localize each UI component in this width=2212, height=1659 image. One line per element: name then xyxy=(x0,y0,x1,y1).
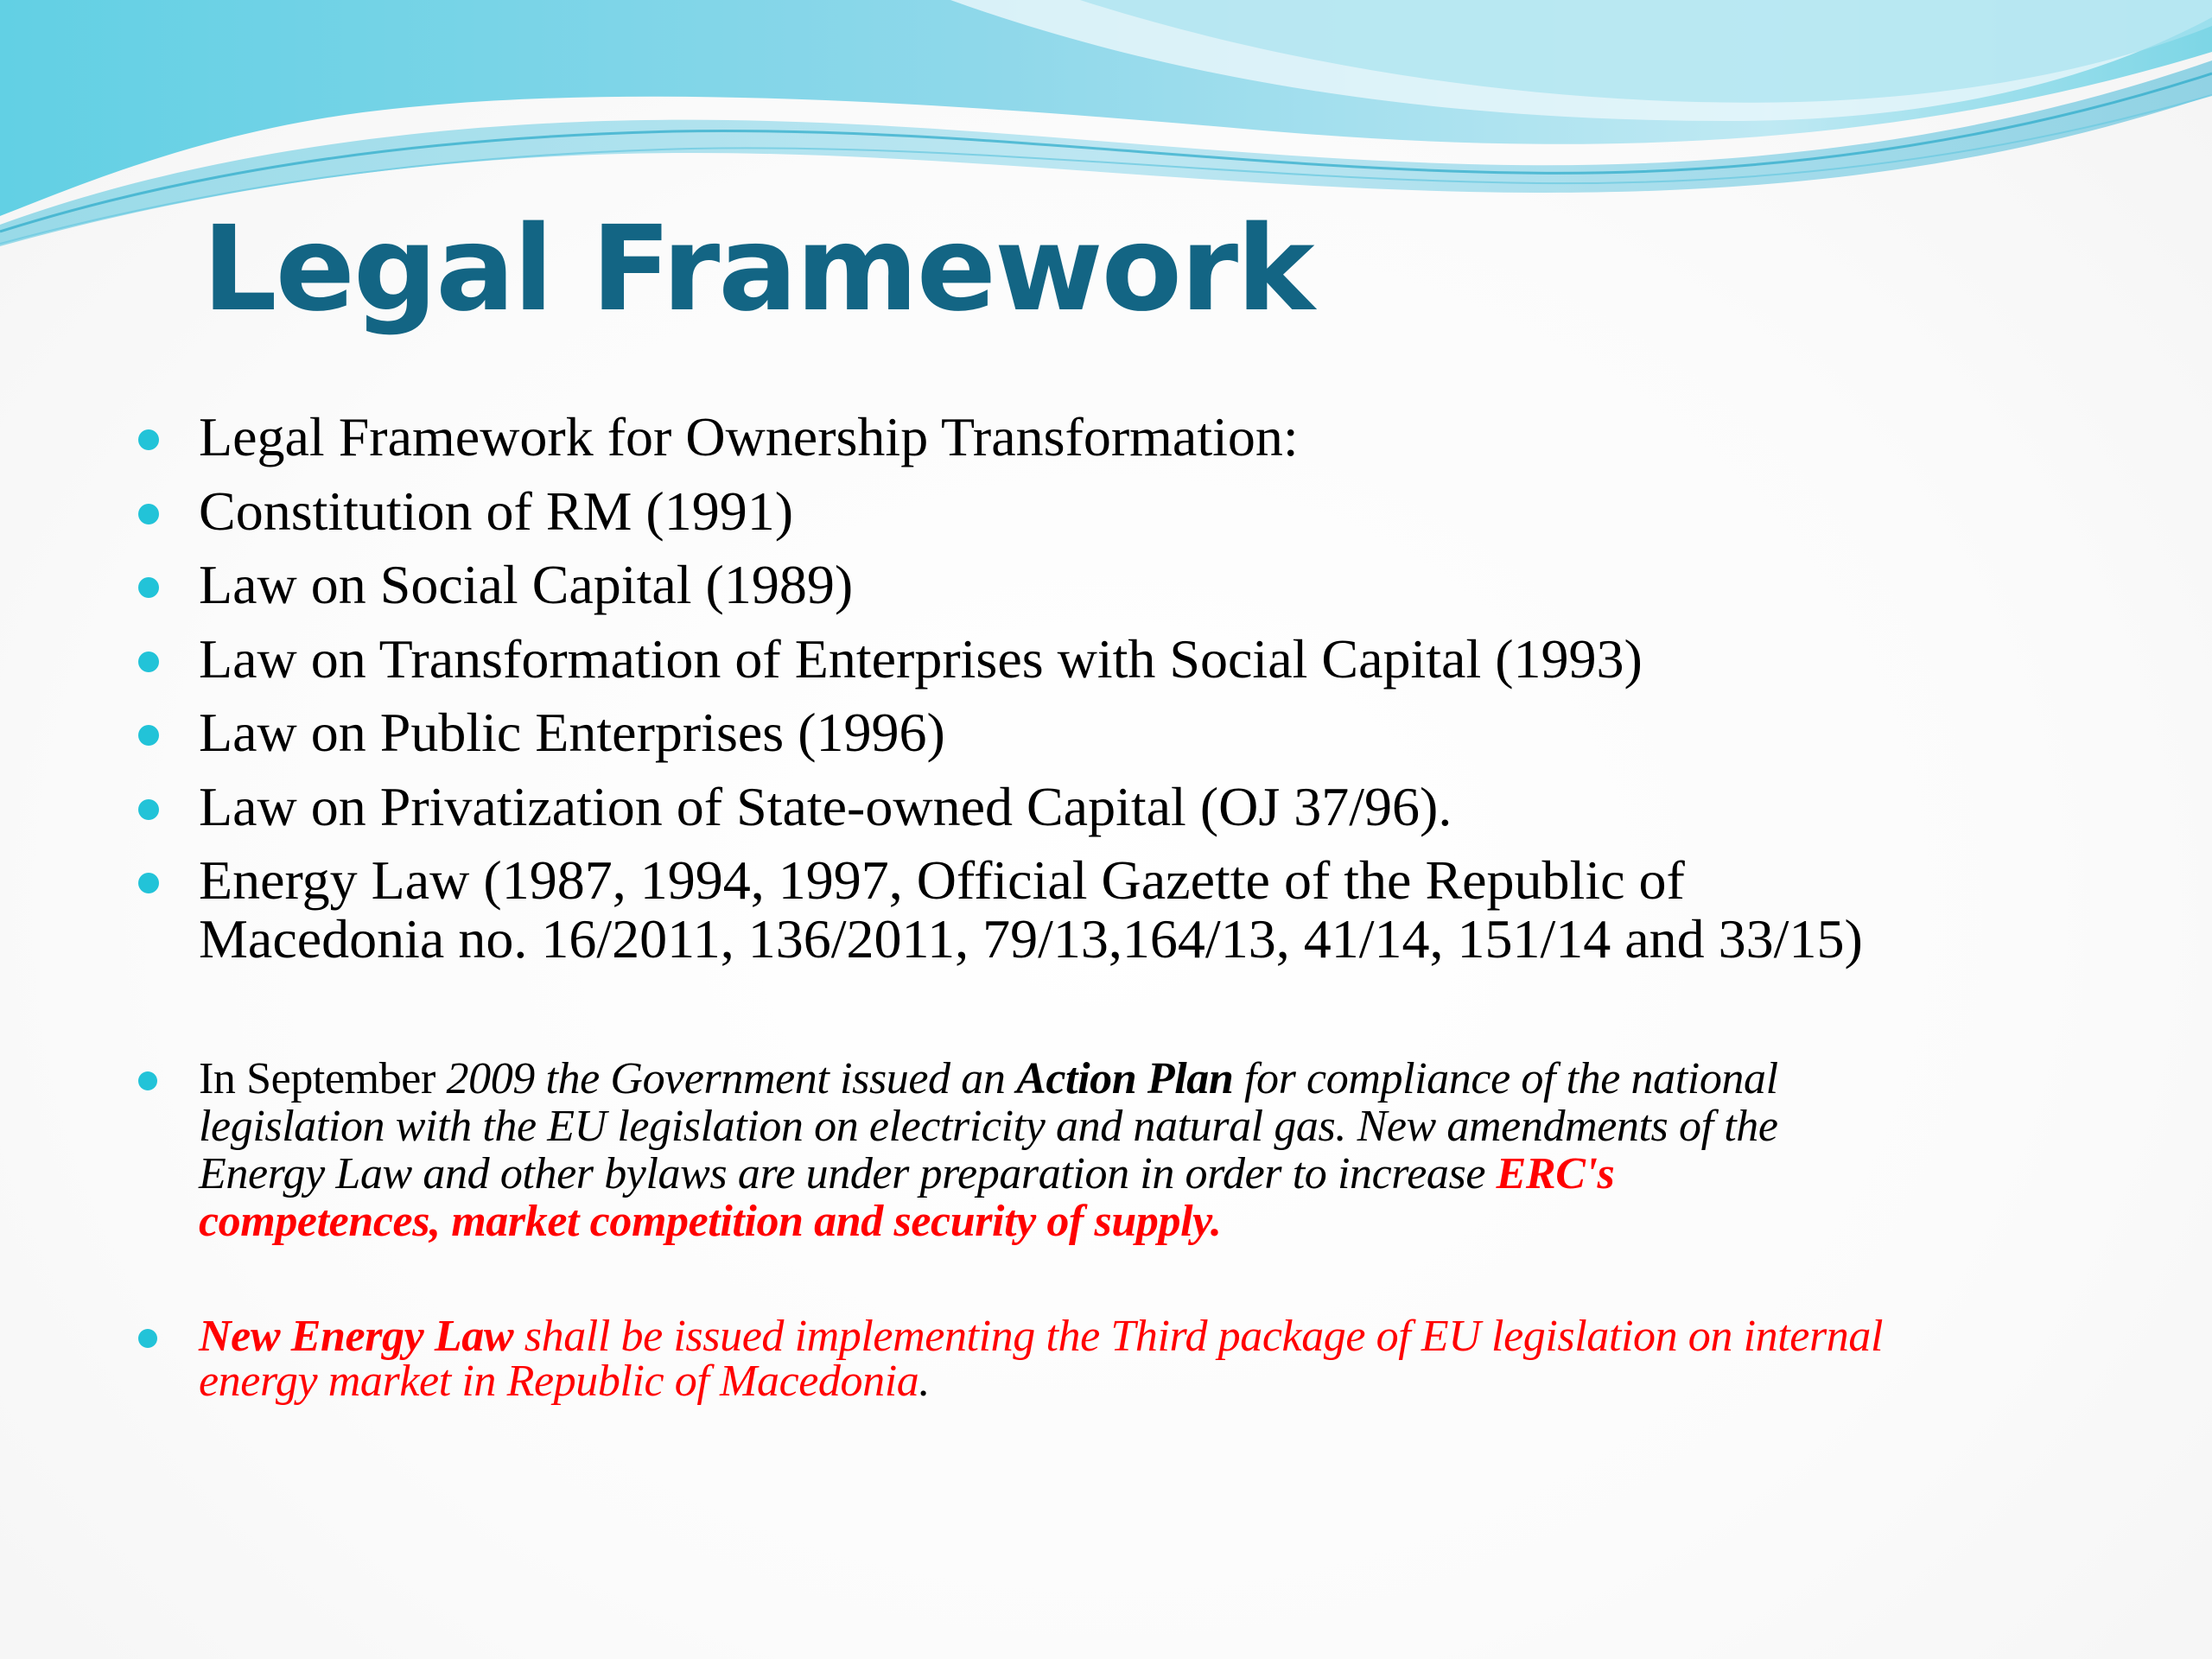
new-energy-law-emphasis: New Energy Law xyxy=(199,1312,514,1361)
list-item-text: Energy Law (1987, 1994, 1997, Official Gazette of the Republic of xyxy=(199,849,1685,911)
bullet-icon xyxy=(138,1329,157,1348)
bullet-icon xyxy=(138,873,159,893)
new-energy-law-text: energy market in Republic of Macedonia xyxy=(199,1357,919,1406)
list-item-text: Law on Transformation of Enterprises with Social Capital (1993) xyxy=(199,628,1643,690)
bullet-icon xyxy=(138,725,159,746)
new-energy-law-line-1 xyxy=(199,1313,1883,1360)
bullet-icon xyxy=(138,504,159,524)
competences-emphasis: competences, market competition and security of supply xyxy=(199,1197,1211,1246)
list-item-text: Law on Privatization of State-owned Capital (OJ 37/96). xyxy=(199,776,1452,837)
action-plan-text: Energy Law and other bylaws are under preparation in order to increase xyxy=(199,1149,1497,1198)
action-plan-line-2: legislation with the EU legislation on electricity and natural gas. New amendments of the xyxy=(199,1102,1778,1151)
bullet-icon xyxy=(138,577,159,598)
list-item-text: Law on Social Capital (1989) xyxy=(199,554,854,615)
action-plan-text-italic: 2009 the Government issued an xyxy=(446,1054,1017,1103)
bullet-icon xyxy=(138,799,159,820)
slide-title: Legal Framework xyxy=(202,201,1313,338)
action-plan-text: In September xyxy=(199,1054,447,1103)
action-plan-line-1 xyxy=(199,1056,1778,1103)
list-item-text: Legal Framework for Ownership Transformation: xyxy=(199,406,1299,467)
action-plan-emphasis: Action Plan xyxy=(1016,1054,1234,1103)
action-plan-line-3 xyxy=(199,1151,1614,1198)
new-energy-law-line-2 xyxy=(199,1358,930,1405)
new-energy-law-text: shall be issued implementing the Third package of EU legislation on internal xyxy=(513,1312,1884,1361)
action-plan-text-rest: for compliance of the national xyxy=(1233,1054,1778,1103)
action-plan-line-4 xyxy=(199,1198,1222,1245)
list-item-text: Law on Public Enterprises (1996) xyxy=(199,702,945,763)
bullet-icon xyxy=(138,652,159,672)
list-item-text-continued: Macedonia no. 16/2011, 136/2011, 79/13,164/13, 41/14, 151/14 and 33/15) xyxy=(199,908,1863,969)
sentence-end: . xyxy=(1210,1197,1222,1246)
bullet-icon xyxy=(138,1071,157,1090)
sentence-end: . xyxy=(918,1357,930,1406)
list-item-text: Constitution of RM (1991) xyxy=(199,480,794,542)
bullet-icon xyxy=(138,429,159,450)
erc-emphasis: ERC's xyxy=(1496,1149,1615,1198)
